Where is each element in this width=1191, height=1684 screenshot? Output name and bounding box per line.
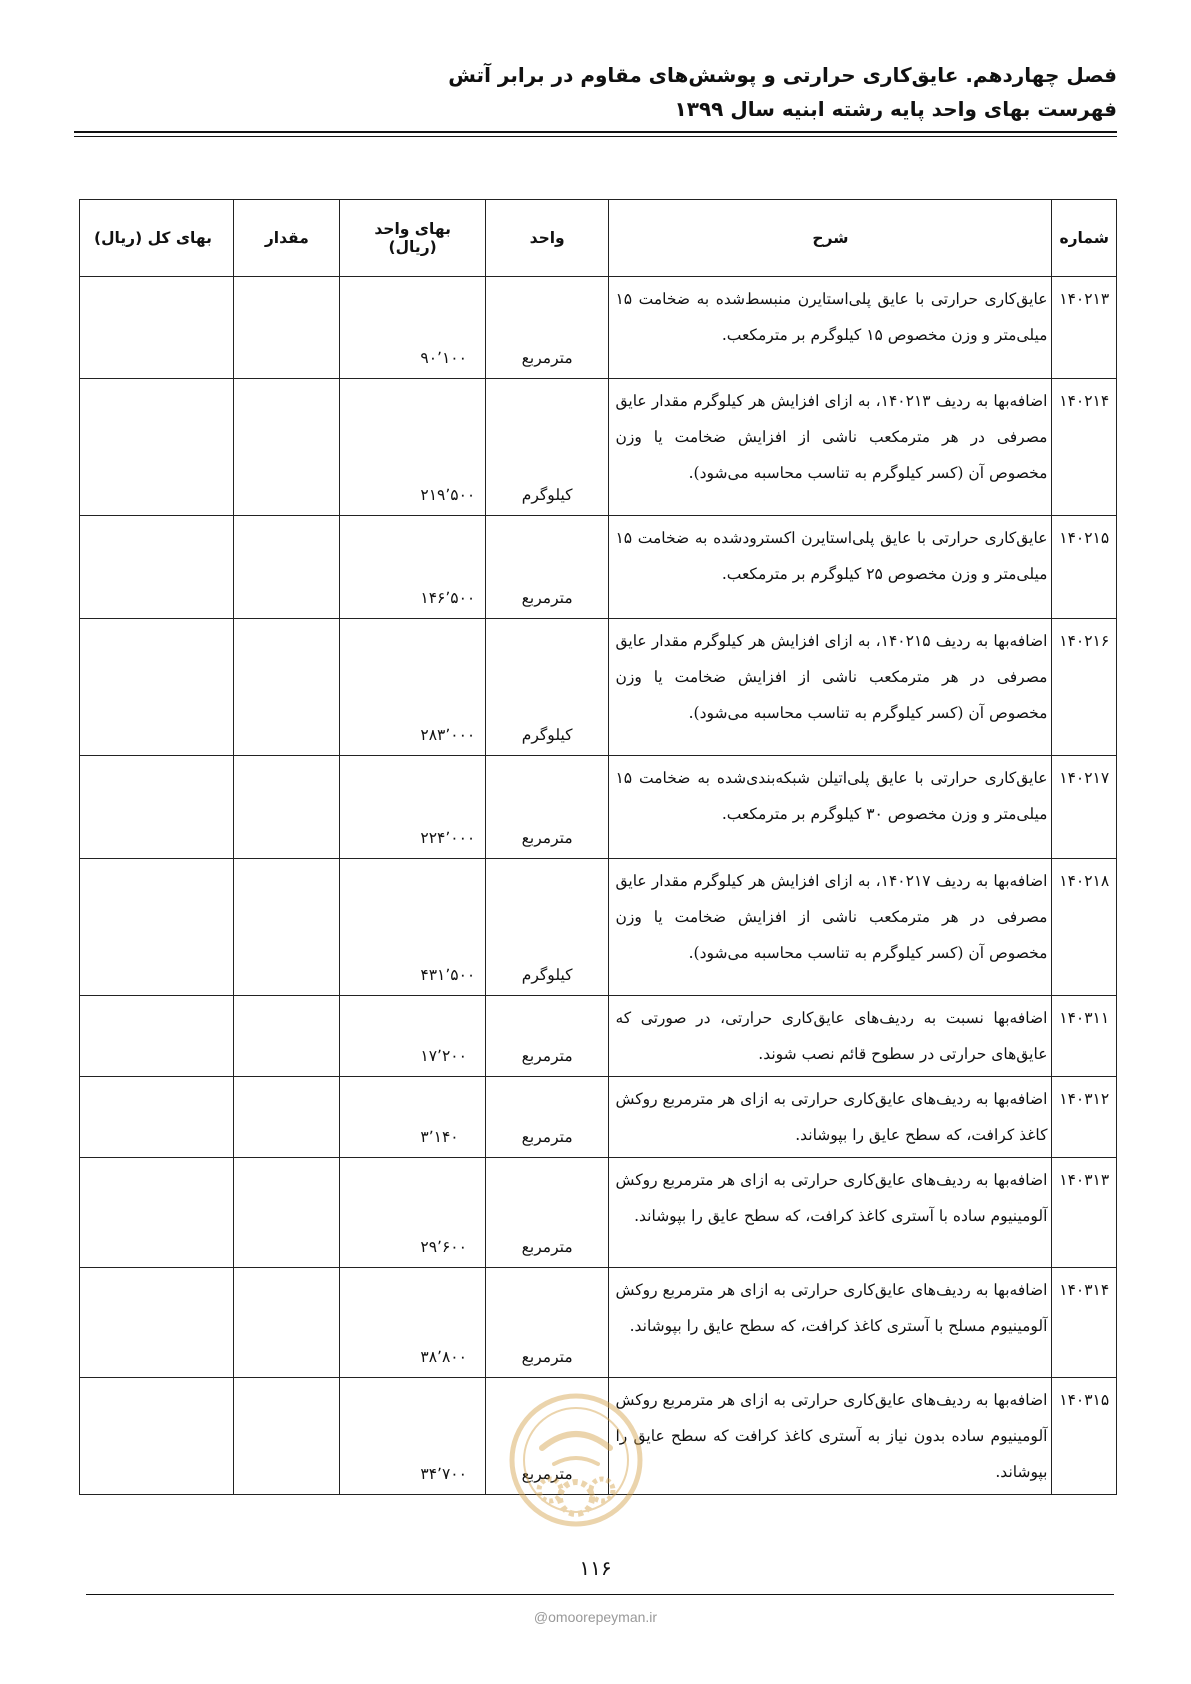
table-row bbox=[80, 1158, 1117, 1268]
row-description: عایق‌کاری حرارتی با عایق پلی‌استایرن اکسترودشده به ضخامت ۱۵ میلی‌متر و وزن مخصوص ۲۵ کیلوگرم بر مترمکعب. bbox=[609, 516, 1052, 619]
row-total-price bbox=[80, 1268, 234, 1378]
row-unit: کیلوگرم bbox=[485, 619, 609, 756]
table-row bbox=[80, 756, 1117, 859]
row-unit: کیلوگرم bbox=[485, 379, 609, 516]
row-quantity bbox=[234, 619, 340, 756]
row-unit: مترمربع bbox=[485, 1158, 609, 1268]
row-unit: مترمربع bbox=[485, 756, 609, 859]
row-number: ۱۴۰۲۱۶ bbox=[1052, 619, 1117, 756]
row-number: ۱۴۰۳۱۴ bbox=[1052, 1268, 1117, 1378]
table-row bbox=[80, 516, 1117, 619]
row-description: اضافه‌بها به ردیف ۱۴۰۲۱۵، به ازای افزایش هر کیلوگرم مقدار عایق مصرفی در هر مترمکعب ناشی از افزایش ضخامت یا وزن مخصوص آن (کسر کیلوگرم به تناسب محاسبه می‌شود). bbox=[609, 619, 1052, 756]
table-header-row bbox=[80, 200, 1117, 277]
header-unit: واحد bbox=[485, 200, 609, 277]
row-total-price bbox=[80, 996, 234, 1077]
table-row bbox=[80, 996, 1117, 1077]
row-quantity bbox=[234, 1378, 340, 1495]
table-row bbox=[80, 1077, 1117, 1158]
row-quantity bbox=[234, 996, 340, 1077]
row-unit-price: ۳۸٬۸۰۰ bbox=[340, 1268, 485, 1378]
row-total-price bbox=[80, 1158, 234, 1268]
row-unit-price: ۲۹٬۶۰۰ bbox=[340, 1158, 485, 1268]
row-unit: مترمربع bbox=[485, 1268, 609, 1378]
page-header bbox=[74, 58, 1117, 126]
row-unit: مترمربع bbox=[485, 516, 609, 619]
row-total-price bbox=[80, 277, 234, 379]
row-unit-price: ۳۴٬۷۰۰ bbox=[340, 1378, 485, 1495]
header-quantity: مقدار bbox=[234, 200, 340, 277]
row-number: ۱۴۰۲۱۳ bbox=[1052, 277, 1117, 379]
header-unit-price bbox=[340, 200, 485, 277]
site-watermark: @omoorepeyman.ir bbox=[533, 1609, 658, 1625]
row-description: عایق‌کاری حرارتی با عایق پلی‌اتیلن شبکه‌بندی‌شده به ضخامت ۱۵ میلی‌متر و وزن مخصوص ۳۰ کیلوگرم بر مترمکعب. bbox=[609, 756, 1052, 859]
row-description: اضافه‌بها نسبت به ردیف‌های عایق‌کاری حرارتی، در صورتی که عایق‌های حرارتی در سطوح قائم نصب شوند. bbox=[609, 996, 1052, 1077]
table-row bbox=[80, 1268, 1117, 1378]
table-row bbox=[80, 1378, 1117, 1495]
row-number: ۱۴۰۲۱۸ bbox=[1052, 859, 1117, 996]
row-unit: مترمربع bbox=[485, 996, 609, 1077]
table-row bbox=[80, 277, 1117, 379]
row-number: ۱۴۰۲۱۷ bbox=[1052, 756, 1117, 859]
row-description: عایق‌کاری حرارتی با عایق پلی‌استایرن منبسط‌شده به ضخامت ۱۵ میلی‌متر و وزن مخصوص ۱۵ کیلوگرم بر مترمکعب. bbox=[609, 277, 1052, 379]
row-unit-price: ۲۸۳٬۰۰۰ bbox=[340, 619, 485, 756]
header-unit-price-line2: (ریال) bbox=[388, 238, 437, 256]
row-quantity bbox=[234, 379, 340, 516]
price-list-table bbox=[79, 199, 1117, 1495]
row-quantity bbox=[234, 1158, 340, 1268]
row-unit: کیلوگرم bbox=[485, 859, 609, 996]
row-number: ۱۴۰۳۱۵ bbox=[1052, 1378, 1117, 1495]
row-unit-price: ۴۳۱٬۵۰۰ bbox=[340, 859, 485, 996]
row-quantity bbox=[234, 859, 340, 996]
row-total-price bbox=[80, 756, 234, 859]
row-total-price bbox=[80, 1378, 234, 1495]
row-quantity bbox=[234, 1268, 340, 1378]
table-row bbox=[80, 379, 1117, 516]
row-unit-price: ۲۲۴٬۰۰۰ bbox=[340, 756, 485, 859]
row-quantity bbox=[234, 516, 340, 619]
row-unit-price: ۲۱۹٬۵۰۰ bbox=[340, 379, 485, 516]
row-number: ۱۴۰۲۱۴ bbox=[1052, 379, 1117, 516]
row-unit-price: ۱۴۶٬۵۰۰ bbox=[340, 516, 485, 619]
row-unit: مترمربع bbox=[485, 1077, 609, 1158]
row-number: ۱۴۰۲۱۵ bbox=[1052, 516, 1117, 619]
row-description: اضافه‌بها به ردیف‌های عایق‌کاری حرارتی به ازای هر مترمربع روکش آلومینیوم ساده با آستری کاغذ کرافت، که سطح عایق را بپوشاند. bbox=[609, 1158, 1052, 1268]
row-total-price bbox=[80, 516, 234, 619]
row-description: اضافه‌بها به ردیف‌های عایق‌کاری حرارتی به ازای هر مترمربع روکش آلومینیوم ساده بدون نیاز به آستری کاغذ کرافت که سطح عایق را بپوشاند. bbox=[609, 1378, 1052, 1495]
page-number: ۱۱۶ bbox=[579, 1556, 612, 1580]
header-number: شماره bbox=[1052, 200, 1117, 277]
row-total-price bbox=[80, 859, 234, 996]
row-unit: مترمربع bbox=[485, 277, 609, 379]
row-unit: مترمربع bbox=[485, 1378, 609, 1495]
book-title: فهرست بهای واحد پایه رشته ابنیه سال ۱۳۹۹ bbox=[674, 97, 1117, 121]
row-number: ۱۴۰۳۱۱ bbox=[1052, 996, 1117, 1077]
table-row bbox=[80, 859, 1117, 996]
row-description: اضافه‌بها به ردیف ۱۴۰۲۱۳، به ازای افزایش هر کیلوگرم مقدار عایق مصرفی در هر مترمکعب ناشی از افزایش ضخامت یا وزن مخصوص آن (کسر کیلوگرم به تناسب محاسبه می‌شود). bbox=[609, 379, 1052, 516]
header-rule-thick bbox=[74, 131, 1117, 133]
row-total-price bbox=[80, 619, 234, 756]
row-total-price bbox=[80, 1077, 234, 1158]
row-unit-price: ۹۰٬۱۰۰ bbox=[340, 277, 485, 379]
table-row bbox=[80, 619, 1117, 756]
row-unit-price: ۱۷٬۲۰۰ bbox=[340, 996, 485, 1077]
row-description: اضافه‌بها به ردیف‌های عایق‌کاری حرارتی به ازای هر مترمربع روکش کاغذ کرافت، که سطح عایق را بپوشاند. bbox=[609, 1077, 1052, 1158]
row-description: اضافه‌بها به ردیف‌های عایق‌کاری حرارتی به ازای هر مترمربع روکش آلومینیوم مسلح با آستری کاغذ کرافت، که سطح عایق را بپوشاند. bbox=[609, 1268, 1052, 1378]
header-total-price: بهای کل (ریال) bbox=[80, 200, 234, 277]
row-description: اضافه‌بها به ردیف ۱۴۰۲۱۷، به ازای افزایش هر کیلوگرم مقدار عایق مصرفی در هر مترمکعب ناشی از افزایش ضخامت یا وزن مخصوص آن (کسر کیلوگرم به تناسب محاسبه می‌شود). bbox=[609, 859, 1052, 996]
chapter-title: فصل چهاردهم. عایق‌کاری حرارتی و پوشش‌های مقاوم در برابر آتش bbox=[448, 63, 1117, 87]
row-number: ۱۴۰۳۱۳ bbox=[1052, 1158, 1117, 1268]
row-quantity bbox=[234, 756, 340, 859]
row-number: ۱۴۰۳۱۲ bbox=[1052, 1077, 1117, 1158]
header-rule-thin bbox=[74, 136, 1117, 137]
row-unit-price: ۳٬۱۴۰ bbox=[340, 1077, 485, 1158]
header-unit-price-line1: بهای واحد bbox=[374, 220, 451, 238]
row-quantity bbox=[234, 277, 340, 379]
header-description: شرح bbox=[609, 200, 1052, 277]
row-total-price bbox=[80, 379, 234, 516]
footer-rule bbox=[86, 1594, 1114, 1595]
row-quantity bbox=[234, 1077, 340, 1158]
